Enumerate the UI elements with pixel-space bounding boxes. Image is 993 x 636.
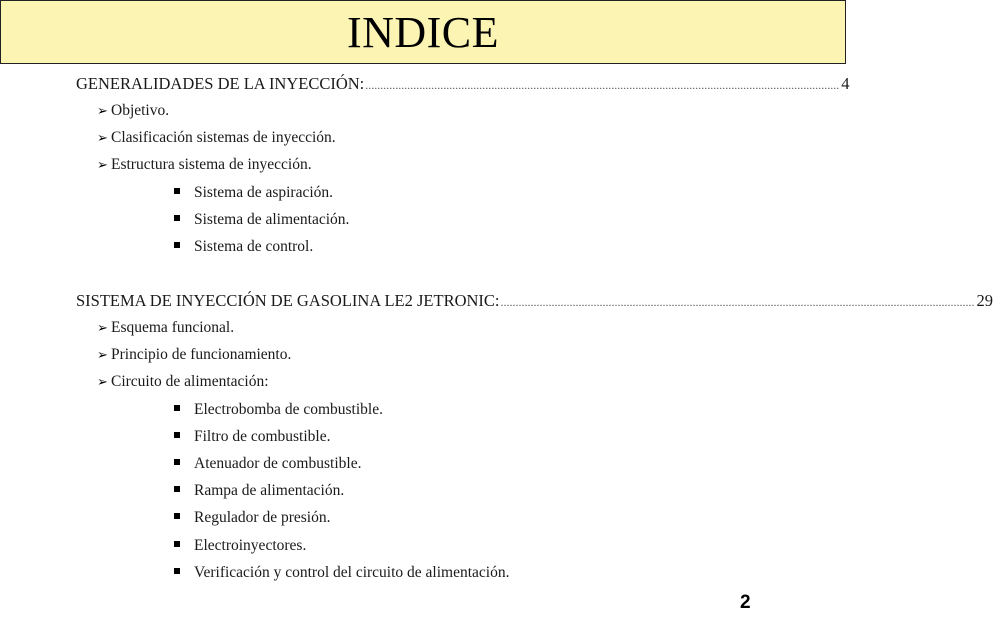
square-bullet-icon [174, 405, 180, 411]
page-number: 2 [740, 592, 751, 613]
square-bullet-icon [174, 432, 180, 438]
list-item-label: Clasificación sistemas de inyección. [111, 129, 336, 146]
sub-item-label: Filtro de combustible. [194, 428, 331, 445]
sub-item-label: Electroinyectores. [194, 537, 307, 554]
sub-list-item [174, 210, 349, 230]
section-page-number: 29 [976, 291, 993, 310]
list-item-label: Estructura sistema de inyección. [111, 156, 312, 173]
title-banner [0, 0, 846, 64]
arrow-bullet-icon: ➢ [97, 103, 108, 118]
square-bullet-icon [174, 188, 180, 194]
square-bullet-icon [174, 459, 180, 465]
sub-item-label: Electrobomba de combustible. [194, 401, 383, 418]
section-title: GENERALIDADES DE LA INYECCIÓN: [76, 74, 365, 93]
sub-list-item [174, 400, 383, 420]
list-item-label: Esquema funcional. [111, 319, 235, 336]
list-item [97, 128, 336, 148]
sub-list-item [174, 536, 306, 556]
sub-list-item [174, 237, 313, 257]
dot-leader: .............................................................................................................................................................. [365, 78, 840, 92]
sub-list-item [174, 508, 330, 528]
list-item [97, 155, 312, 175]
sub-list-item [174, 563, 509, 583]
list-item-label: Objetivo. [111, 102, 170, 119]
square-bullet-icon [174, 486, 180, 492]
sub-item-label: Atenuador de combustible. [194, 455, 362, 472]
sub-item-label: Sistema de aspiración. [194, 184, 334, 201]
list-item [97, 318, 234, 338]
list-item [97, 345, 291, 365]
arrow-bullet-icon: ➢ [97, 347, 108, 362]
list-item-label: Principio de funcionamiento. [111, 346, 292, 363]
dot-leader: .............................................................................................................................................................. [500, 295, 975, 309]
square-bullet-icon [174, 215, 180, 221]
list-item-label: Circuito de alimentación: [111, 373, 269, 390]
list-item [97, 101, 169, 121]
arrow-bullet-icon: ➢ [97, 130, 108, 145]
sub-item-label: Rampa de alimentación. [194, 482, 345, 499]
sub-list-item [174, 427, 330, 447]
arrow-bullet-icon: ➢ [97, 320, 108, 335]
page-title: INDICE [346, 7, 500, 57]
sub-item-label: Regulador de presión. [194, 509, 331, 526]
section-title: SISTEMA DE INYECCIÓN DE GASOLINA LE2 JETRONIC: [76, 291, 500, 310]
arrow-bullet-icon: ➢ [97, 157, 108, 172]
section-page-number: 4 [841, 74, 850, 93]
sub-list-item [174, 454, 361, 474]
square-bullet-icon [174, 242, 180, 248]
sub-list-item [174, 183, 333, 203]
sub-item-label: Sistema de alimentación. [194, 211, 350, 228]
sub-item-label: Verificación y control del circuito de alimentación. [194, 564, 510, 581]
square-bullet-icon [174, 513, 180, 519]
list-item [97, 372, 269, 392]
sub-list-item [174, 481, 344, 501]
sub-item-label: Sistema de control. [194, 238, 314, 255]
toc-section-heading [76, 291, 993, 311]
square-bullet-icon [174, 541, 180, 547]
toc-section-heading [76, 74, 850, 94]
square-bullet-icon [174, 568, 180, 574]
arrow-bullet-icon: ➢ [97, 374, 108, 389]
